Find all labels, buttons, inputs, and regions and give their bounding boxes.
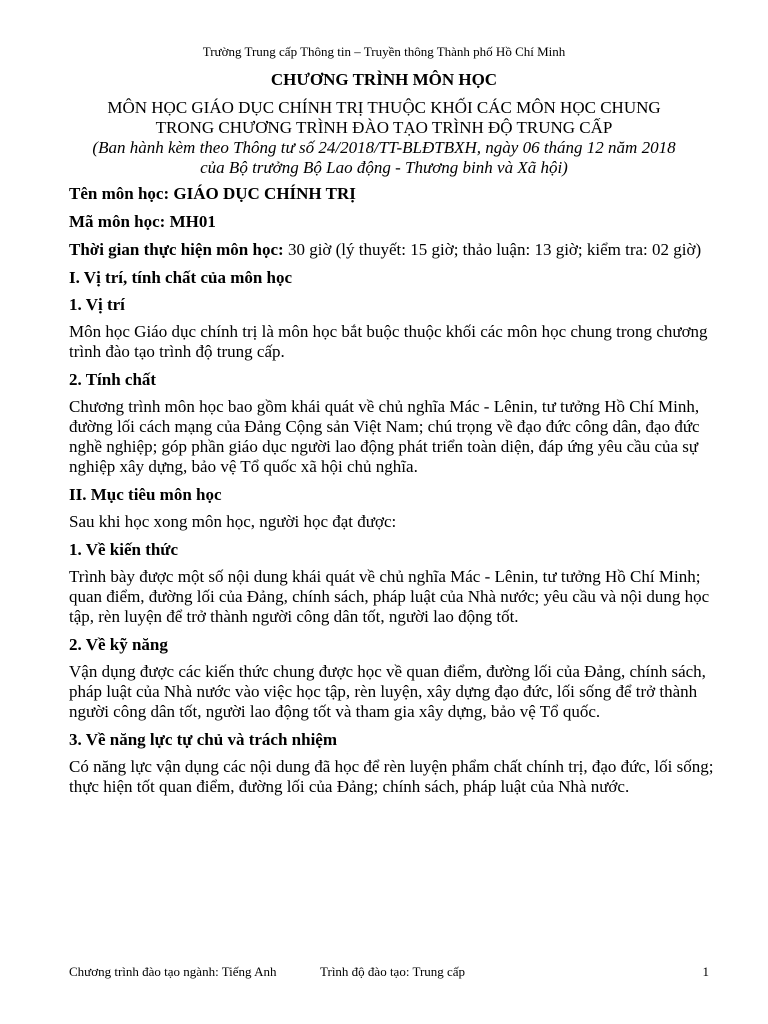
document-body [69,184,719,805]
page-number: 1 [702,964,709,979]
section-1-2-text: Chương trình môn học bao gồm khái quát về chủ nghĩa Mác - Lênin, tư tưởng Hồ Chí Minh, đường lối cách mạng của Đảng Cộng sản Việt Nam; chú trọng về đạo đức công dân, đạo đức nghề nghiệp; góp phần giáo dục người lao động phát triển toàn diện, đáp ứng yêu cầu của sự nghiệp xây dựng, bảo vệ Tổ quốc xã hội chủ nghĩa. [69,397,700,476]
section-2-2-text: Vận dụng được các kiến thức chung được học về quan điểm, đường lối của Đảng, chính sách, pháp luật của Nhà nước vào việc học tập, rèn luyện, xây dựng đạo đức, lối sống để trở thành người công dân tốt, người lao động tốt và tham gia xây dựng, bảo vệ Tổ quốc. [69,662,706,721]
section-2-3-text: Có năng lực vận dụng các nội dung đã học để rèn luyện phẩm chất chính trị, đạo đức, lối sống; thực hiện tốt quan điểm, đường lối của Đảng; chính sách, pháp luật của Nhà nước. [69,757,714,796]
footer-level: Trình độ đào tạo: Trung cấp [320,964,466,979]
subject-title-line-1: MÔN HỌC GIÁO DỤC CHÍNH TRỊ THUỘC KHỐI CÁC MÔN HỌC CHUNG [107,98,661,117]
section-2-3-heading: 3. Về năng lực tự chủ và trách nhiệm [69,730,338,749]
section-2-1-heading: 1. Về kiến thức [69,540,179,559]
document-title: CHƯƠNG TRÌNH MÔN HỌC [270,70,498,89]
subject-code-label: Mã môn học: [69,212,170,231]
section-2-1-text: Trình bày được một số nội dung khái quát về chủ nghĩa Mác - Lênin, tư tưởng Hồ Chí Minh; quan điểm, đường lối của Đảng, chính sách, pháp luật của Nhà nước; yêu cầu và nội dung học tập, rèn luyện để trở thành người công dân tốt, người lao động tốt. [69,567,710,626]
section-2-intro: Sau khi học xong môn học, người học đạt được: [69,512,397,531]
subject-time-field [69,240,719,260]
issuance-note-line-2: của Bộ trưởng Bộ Lao động - Thương binh và Xã hội) [200,158,568,177]
subject-name-value: GIÁO DỤC CHÍNH TRỊ [173,184,356,203]
subject-time-label: Thời gian thực hiện môn học: [69,240,284,259]
subject-title-line-2: TRONG CHƯƠNG TRÌNH ĐÀO TẠO TRÌNH ĐỘ TRUNG CẤP [155,118,613,137]
section-1-1-heading: 1. Vị trí [69,295,125,314]
section-1-1-text: Môn học Giáo dục chính trị là môn học bắt buộc thuộc khối các môn học chung trong chương trình đào tạo trình độ trung cấp. [69,322,708,361]
issuance-note [60,138,708,178]
section-1-heading: I. Vị trí, tính chất của môn học [69,268,293,287]
subject-name-field [69,184,719,204]
footer-program: Chương trình đào tạo ngành: Tiếng Anh [69,964,277,979]
section-2-heading: II. Mục tiêu môn học [69,485,222,504]
section-1-2-heading: 2. Tính chất [69,370,157,389]
subject-title [60,98,708,138]
issuance-note-line-1: (Ban hành kèm theo Thông tư số 24/2018/TT-BLĐTBXH, ngày 06 tháng 12 năm 2018 [92,138,676,157]
subject-name-label: Tên môn học: [69,184,174,203]
subject-code-value: MH01 [169,212,216,231]
subject-code-field [69,212,719,232]
section-2-2-heading: 2. Về kỹ năng [69,635,168,654]
institution-header: Trường Trung cấp Thông tin – Truyền thông Thành phố Hồ Chí Minh [202,44,566,59]
subject-time-value: 30 giờ (lý thuyết: 15 giờ; thảo luận: 13 giờ; kiểm tra: 02 giờ) [283,240,702,259]
